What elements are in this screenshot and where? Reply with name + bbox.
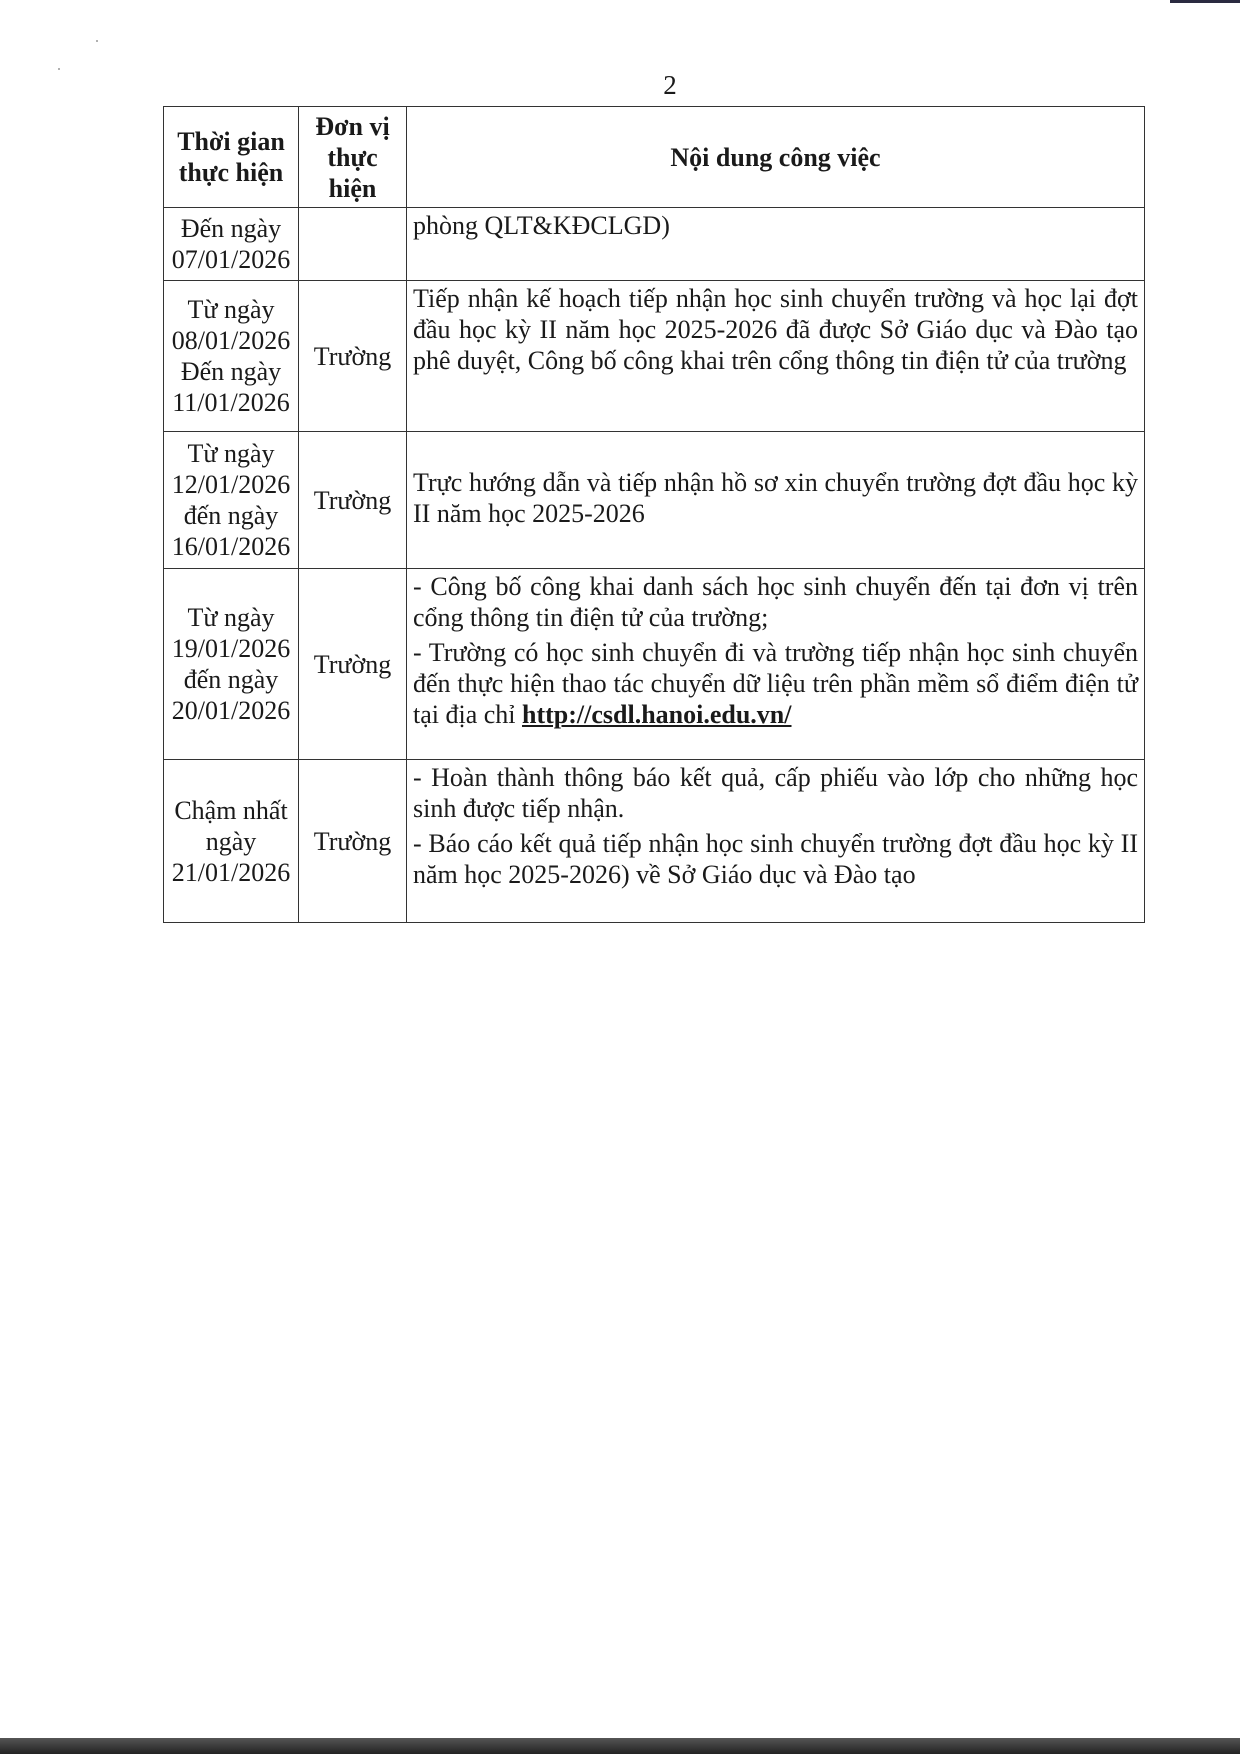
scan-speck <box>96 40 98 42</box>
table-header-row <box>164 107 1145 208</box>
time-line: Chậm nhất <box>174 795 288 825</box>
content-paragraph <box>413 637 1138 730</box>
content-paragraph: phòng QLT&KĐCLGD) <box>413 211 670 240</box>
content-cell <box>407 569 1145 760</box>
content-paragraph: Tiếp nhận kế hoạch tiếp nhận học sinh chuyển trường và học lại đợt đầu học kỳ II năm học 2025-2026 đã được Sở Giáo dục và Đào tạo phê duyệt, Công bố công khai trên cổng thông tin điện tử của trường <box>413 284 1138 375</box>
content-cell <box>407 432 1145 569</box>
content-paragraph: - Công bố công khai danh sách học sinh chuyển đến tại đơn vị trên cổng thông tin điện tử của trường; <box>413 572 1138 632</box>
time-line: Đến ngày <box>180 357 282 386</box>
page-number: 2 <box>663 70 677 100</box>
time-line: ngày <box>205 826 257 856</box>
time-cell <box>164 208 299 281</box>
table-row <box>164 432 1145 569</box>
content-paragraph: - Báo cáo kết quả tiếp nhận học sinh chuyển trường đợt đầu học kỳ II năm học 2025-2026) về Sở Giáo dục và Đào tạo <box>413 829 1138 889</box>
scan-top-edge-mark <box>1170 0 1240 3</box>
content-paragraph: Trực hướng dẫn và tiếp nhận hồ sơ xin chuyển trường đợt đầu học kỳ II năm học 2025-2026 <box>413 468 1138 528</box>
unit-cell <box>299 208 407 281</box>
time-line: 21/01/2026 <box>171 857 291 887</box>
time-line: Từ ngày <box>187 439 275 468</box>
content-text: - Trường có học sinh chuyển đi và trường tiếp nhận học sinh chuyển đến thực hiện thao tác chuyển dữ liệu trên phần mềm sổ điểm điện tử tại địa chỉ <box>413 638 1138 729</box>
time-line: Đến ngày <box>180 214 282 243</box>
time-cell <box>164 569 299 760</box>
unit-cell: Trường <box>299 569 407 760</box>
time-cell <box>164 432 299 569</box>
header-unit: Đơn vị thực hiện <box>299 107 407 208</box>
unit-cell: Trường <box>299 281 407 432</box>
time-line: 08/01/2026 <box>171 326 291 355</box>
header-content: Nội dung công việc <box>407 107 1145 208</box>
content-paragraph: - Hoàn thành thông báo kết quả, cấp phiếu vào lớp cho những học sinh được tiếp nhận. <box>413 763 1138 823</box>
csdl-link[interactable]: http://csdl.hanoi.edu.vn/ <box>522 700 792 729</box>
time-cell <box>164 281 299 432</box>
time-line: đến ngày <box>183 501 279 530</box>
table-row <box>164 208 1145 281</box>
table-row <box>164 281 1145 432</box>
time-line: 20/01/2026 <box>171 696 291 725</box>
time-line: đến ngày <box>183 665 279 694</box>
table-row <box>164 760 1145 923</box>
time-line: 19/01/2026 <box>171 634 291 663</box>
table-row <box>164 569 1145 760</box>
scan-bottom-edge <box>0 1738 1240 1754</box>
content-cell <box>407 208 1145 281</box>
time-line: Từ ngày <box>187 603 275 632</box>
time-line: 11/01/2026 <box>172 388 290 417</box>
unit-cell: Trường <box>299 432 407 569</box>
time-line: 07/01/2026 <box>171 245 291 274</box>
unit-cell: Trường <box>299 760 407 923</box>
time-cell <box>164 760 299 923</box>
time-line: Từ ngày <box>187 295 275 324</box>
header-time: Thời gian thực hiện <box>164 107 299 208</box>
time-line: 12/01/2026 <box>171 470 291 499</box>
time-line: 16/01/2026 <box>171 532 291 561</box>
schedule-table <box>163 106 1145 923</box>
content-cell <box>407 760 1145 923</box>
content-cell <box>407 281 1145 432</box>
